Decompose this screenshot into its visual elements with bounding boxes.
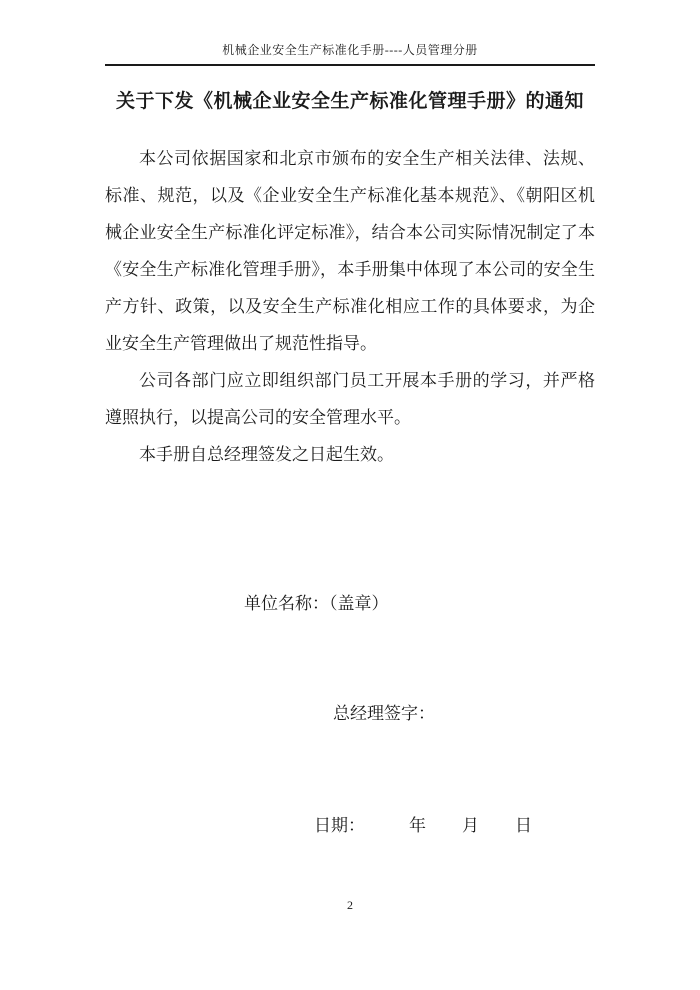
body-paragraph: 本公司依据国家和北京市颁布的安全生产相关法律、法规、标准、规范，以及《企业安全生产标准化基本规范》、《朝阳区机械企业安全生产标准化评定标准》，结合本公司实际情况制定了本《安全生产标准化管理手册》，本手册集中体现了本公司的安全生产方针、政策，以及安全生产标准化相应工作的具体要求，为企业安全生产管理做出了规范性指导。 bbox=[105, 149, 595, 353]
date-label: 日期： bbox=[314, 816, 365, 835]
manager-signature-line bbox=[105, 695, 595, 732]
document-title: 关于下发《机械企业安全生产标准化管理手册》的通知 bbox=[115, 91, 584, 112]
date-year-label: 年 bbox=[409, 816, 426, 835]
date-month-label: 月 bbox=[462, 816, 479, 835]
document-body bbox=[105, 140, 595, 473]
page-header bbox=[105, 0, 595, 66]
unit-name-line bbox=[105, 585, 595, 622]
header-text: 机械企业安全生产标准化手册----人员管理分册 bbox=[222, 43, 478, 57]
body-paragraph: 公司各部门应立即组织部门员工开展本手册的学习，并严格遵照执行，以提高公司的安全管理水平。 bbox=[105, 371, 595, 427]
unit-name-label: 单位名称：（盖章） bbox=[244, 594, 389, 613]
manager-signature-label: 总经理签字： bbox=[333, 704, 435, 723]
date-line bbox=[105, 807, 595, 844]
date-day-label: 日 bbox=[515, 816, 532, 835]
body-paragraph: 本手册自总经理签发之日起生效。 bbox=[139, 445, 394, 464]
page-number: 2 bbox=[347, 898, 353, 912]
